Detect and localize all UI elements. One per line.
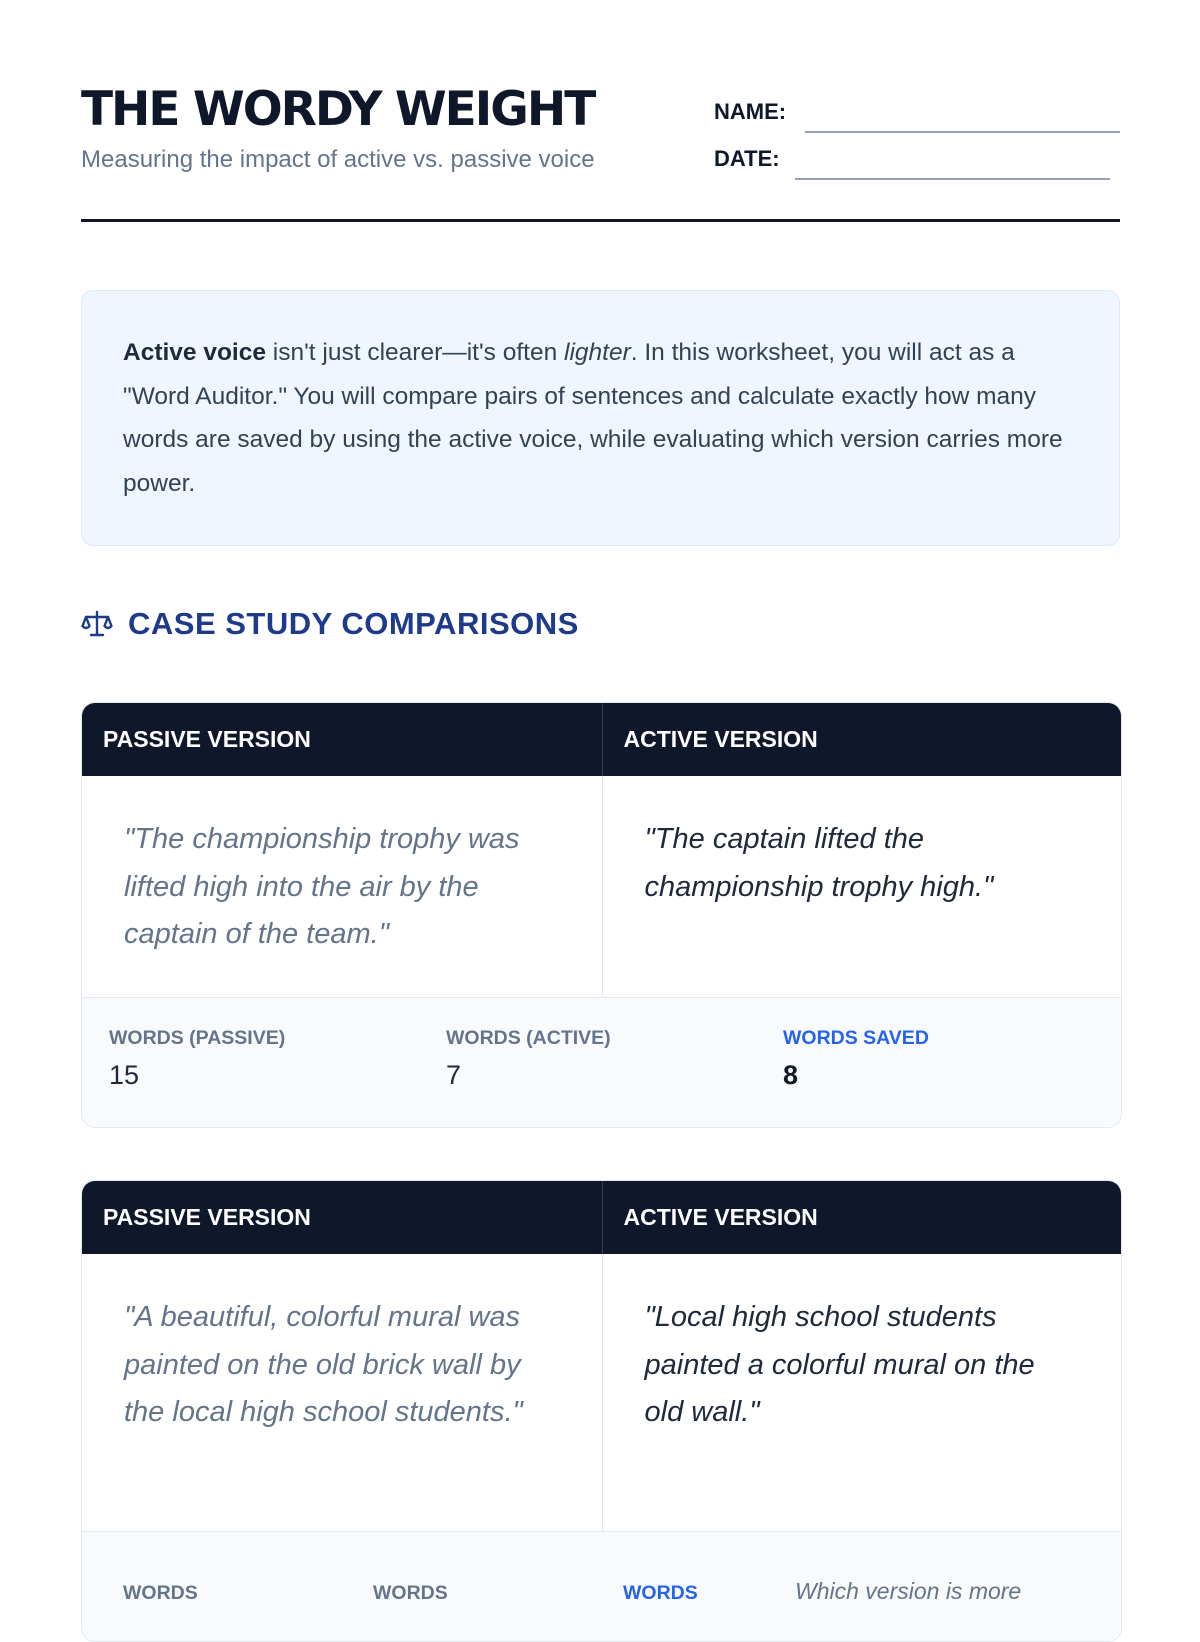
word-count-row <box>82 1532 1121 1642</box>
intro-italic-word: lighter <box>564 339 631 366</box>
word-count-row <box>82 998 1121 1128</box>
active-sentence: "The captain lifted the championship trophy high." <box>602 776 1122 997</box>
section-heading <box>81 604 579 644</box>
card-sentences <box>82 776 1121 998</box>
scale-icon <box>81 608 113 640</box>
active-header: ACTIVE VERSION <box>602 1181 1122 1254</box>
words-active-label: WORDS (ACTIVE) <box>446 1027 611 1049</box>
intro-text-after: . In this worksheet, you will act as a "Word Auditor." You will compare pairs of sentences and calculate exactly how many words are saved by using the active voice, while evaluating which version carries more power. <box>123 339 1063 497</box>
header-divider <box>81 219 1120 222</box>
active-sentence: "Local high school students painted a colorful mural on the old wall." <box>602 1254 1122 1531</box>
intro-text-before: isn't just clearer—it's often <box>266 339 565 366</box>
case-card <box>81 702 1122 1128</box>
words-passive-value[interactable]: 15 <box>109 1060 140 1090</box>
case-card <box>81 1180 1122 1642</box>
page-title: THE WORDY WEIGHT <box>81 82 595 137</box>
words-active-label: WORDS <box>373 1582 448 1604</box>
worksheet-header <box>81 80 1120 222</box>
date-label: DATE: <box>714 146 780 171</box>
words-passive-label: WORDS (PASSIVE) <box>109 1027 286 1049</box>
evaluation-question: Which version is more <box>795 1578 1022 1604</box>
passive-sentence: "The championship trophy was lifted high into the air by the captain of the team." <box>124 823 520 950</box>
passive-sentence: "A beautiful, colorful mural was painted on the old brick wall by the local high school students." <box>124 1301 523 1428</box>
section-title: CASE STUDY COMPARISONS <box>128 606 579 641</box>
date-field[interactable] <box>795 178 1110 180</box>
name-field[interactable] <box>805 131 1120 133</box>
active-header: ACTIVE VERSION <box>602 703 1122 776</box>
page-subtitle: Measuring the impact of active vs. passive voice <box>81 146 595 173</box>
words-saved-label: WORDS <box>623 1582 698 1604</box>
passive-header: PASSIVE VERSION <box>103 726 311 752</box>
words-saved-label: WORDS SAVED <box>783 1027 929 1049</box>
card-header <box>82 703 1121 776</box>
intro-bold-lead: Active voice <box>123 339 266 366</box>
name-label: NAME: <box>714 99 787 124</box>
passive-header: PASSIVE VERSION <box>103 1204 311 1230</box>
intro-callout <box>81 290 1120 546</box>
words-passive-label: WORDS <box>123 1582 198 1604</box>
words-saved-value[interactable]: 8 <box>783 1060 799 1090</box>
card-sentences <box>82 1254 1121 1532</box>
card-header <box>82 1181 1121 1254</box>
words-active-value[interactable]: 7 <box>446 1060 462 1090</box>
